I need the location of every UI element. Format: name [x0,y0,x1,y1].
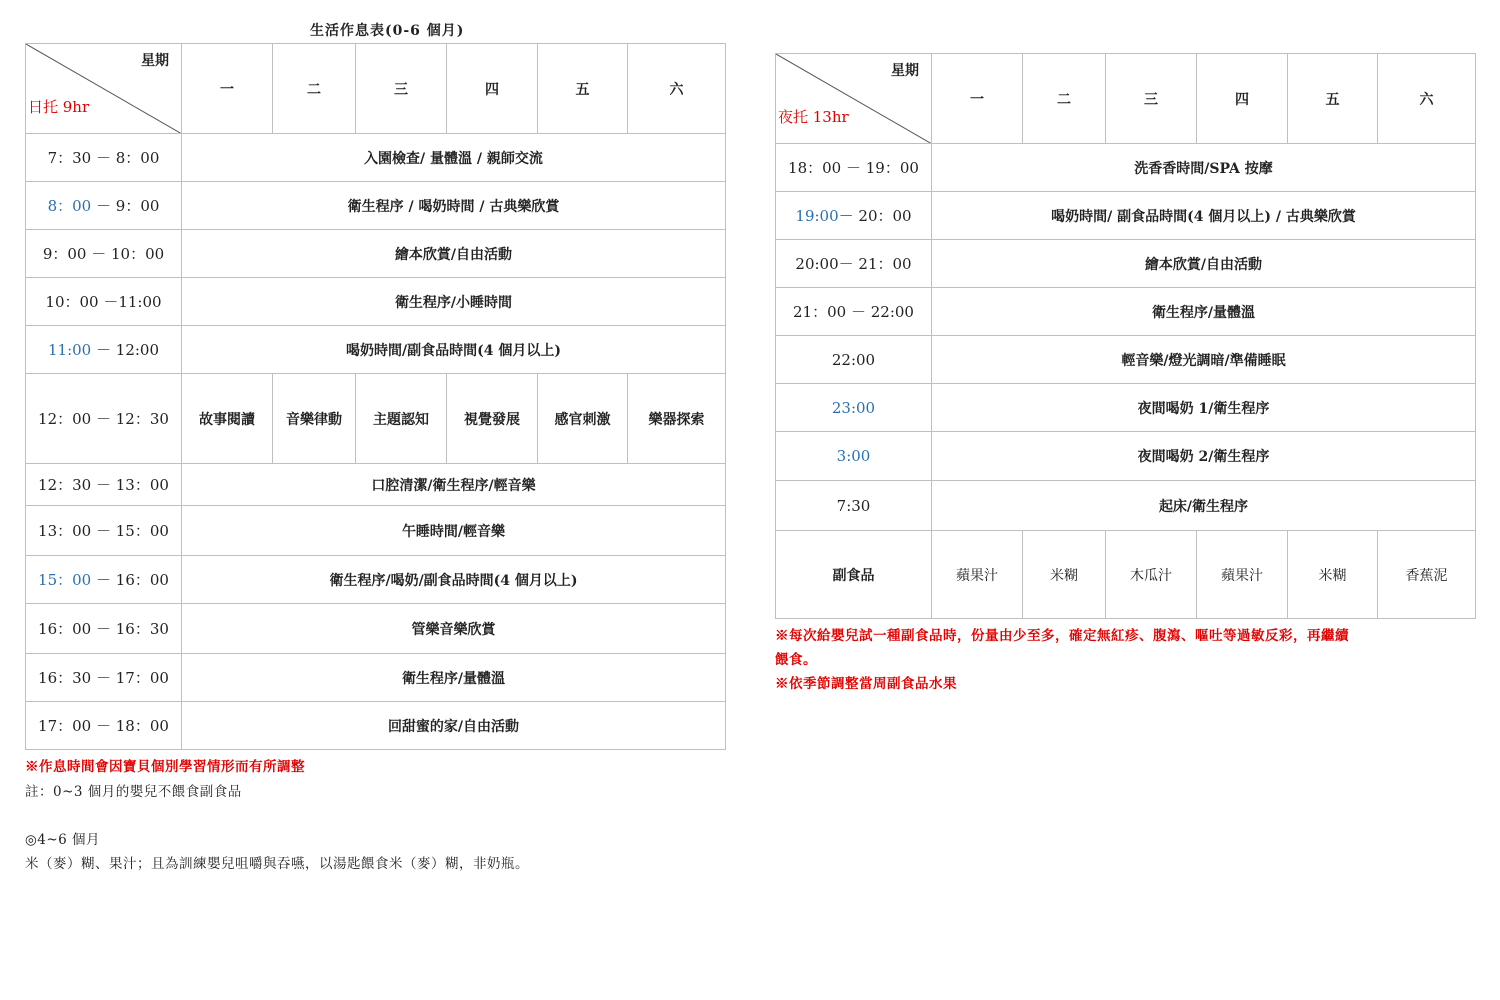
table-row [776,288,1476,336]
night-care-label: 夜托 13hr [778,108,849,126]
time-cell: 22:00 [776,336,932,384]
activity-cell: 輕音樂/燈光調暗/準備睡眠 [932,336,1476,384]
activity-cell: 夜間喝奶 2/衛生程序 [932,432,1476,481]
activity-thu: 視覺發展 [447,374,538,464]
time-cell: 17：00 － 18：00 [26,702,182,750]
activity-mon: 故事閱讀 [182,374,273,464]
time-cell: 21：00 － 22:00 [776,288,932,336]
activity-cell: 繪本欣賞/自由活動 [182,230,726,278]
time-cell: 13：00 － 15：00 [26,506,182,556]
activity-cell: 衛生程序/喝奶/副食品時間(4 個月以上) [182,556,726,604]
time-cell: 19:00－ 20：00 [776,192,932,240]
time-cell: 16：30 － 17：00 [26,654,182,702]
day-header-row [26,44,726,134]
week-label: 星期 [891,63,919,79]
page-title: 生活作息表(0-6 個月) [310,23,465,39]
night-corner-cell [776,54,932,144]
day-header-fri: 五 [538,44,628,134]
table-row [776,481,1476,531]
night-header-row [776,54,1476,144]
activity-cell: 夜間喝奶 1/衛生程序 [932,384,1476,432]
table-row [776,240,1476,288]
table-row [776,432,1476,481]
activity-sat: 樂器探索 [628,374,726,464]
night-care-table [775,53,1476,619]
day-header-sat: 六 [628,44,726,134]
activity-cell: 喝奶時間/副食品時間(4 個月以上) [182,326,726,374]
food-fri: 米糊 [1288,531,1378,619]
table-row [776,336,1476,384]
activity-cell: 繪本欣賞/自由活動 [932,240,1476,288]
season-note: ※依季節調整當周副食品水果 [775,676,957,692]
table-row [26,604,726,654]
activity-cell: 喝奶時間/ 副食品時間(4 個月以上) / 古典樂欣賞 [932,192,1476,240]
night-header-sat: 六 [1378,54,1476,144]
time-cell: 11:00 － 12:00 [26,326,182,374]
activity-cell: 衛生程序/量體溫 [932,288,1476,336]
time-cell: 7:30 [776,481,932,531]
day-header-wed: 三 [356,44,447,134]
activity-wed: 主題認知 [356,374,447,464]
table-row [26,702,726,750]
activity-cell: 管樂音樂欣賞 [182,604,726,654]
table-row [26,278,726,326]
activity-cell: 口腔清潔/衛生程序/輕音樂 [182,464,726,506]
activity-cell: 起床/衛生程序 [932,481,1476,531]
activity-cell: 衛生程序/量體溫 [182,654,726,702]
table-row [776,192,1476,240]
food-label: 副食品 [776,531,932,619]
time-cell: 9：00 － 10：00 [26,230,182,278]
food-sat: 香蕉泥 [1378,531,1476,619]
night-header-fri: 五 [1288,54,1378,144]
food-wed: 木瓜汁 [1106,531,1197,619]
time-cell: 23:00 [776,384,932,432]
food-row [776,531,1476,619]
day-header-thu: 四 [447,44,538,134]
night-header-tue: 二 [1023,54,1106,144]
night-header-thu: 四 [1197,54,1288,144]
table-row [26,134,726,182]
time-cell: 16：00 － 16：30 [26,604,182,654]
food-trial-note: ※每次給嬰兒試一種副食品時，份量由少至多，確定無紅疹、腹瀉、嘔吐等過敏反彩，再繼續 [775,628,1349,644]
table-row [776,144,1476,192]
night-header-mon: 一 [932,54,1023,144]
day-corner-cell [26,44,182,134]
table-row [26,230,726,278]
table-row [776,384,1476,432]
table-row [26,464,726,506]
night-header-wed: 三 [1106,54,1197,144]
activity-cell: 回甜蜜的家/自由活動 [182,702,726,750]
time-cell: 20:00－ 21：00 [776,240,932,288]
activity-cell: 衛生程序 / 喝奶時間 / 古典樂欣賞 [182,182,726,230]
time-cell: 7：30 － 8：00 [26,134,182,182]
time-cell: 8：00 － 9：00 [26,182,182,230]
food-mon: 蘋果汁 [932,531,1023,619]
time-cell: 3:00 [776,432,932,481]
activity-fri: 感官刺激 [538,374,628,464]
day-header-tue: 二 [273,44,356,134]
time-cell: 15：00 － 16：00 [26,556,182,604]
table-row [26,506,726,556]
activity-cell: 衛生程序/小睡時間 [182,278,726,326]
table-row [26,374,726,464]
table-row [26,654,726,702]
no-food-note: 註：0~3 個月的嬰兒不餵食副食品 [25,784,242,800]
time-cell: 12：30 － 13：00 [26,464,182,506]
activity-tue: 音樂律動 [273,374,356,464]
time-cell: 18：00 － 19：00 [776,144,932,192]
time-cell: 10：00 －11:00 [26,278,182,326]
activity-cell: 洗香香時間/SPA 按摩 [932,144,1476,192]
day-care-table [25,43,726,750]
week-label: 星期 [141,53,169,69]
day-header-mon: 一 [182,44,273,134]
age-heading: ◎4~6 個月 [25,832,101,848]
table-row [26,326,726,374]
activity-cell: 午睡時間/輕音樂 [182,506,726,556]
age-text: 米（麥）糊、果汁；且為訓練嬰兒咀嚼與吞嚥，以湯匙餵食米（麥）糊，非奶瓶。 [25,856,529,872]
food-trial-note-cont: 餵食。 [775,652,817,668]
day-care-label: 日托 9hr [28,98,90,116]
time-cell: 12：00 － 12：30 [26,374,182,464]
table-row [26,182,726,230]
activity-cell: 入園檢查/ 量體溫 / 親師交流 [182,134,726,182]
food-thu: 蘋果汁 [1197,531,1288,619]
food-tue: 米糊 [1023,531,1106,619]
day-adjust-note: ※作息時間會因寶貝個別學習情形而有所調整 [25,759,305,775]
table-row [26,556,726,604]
